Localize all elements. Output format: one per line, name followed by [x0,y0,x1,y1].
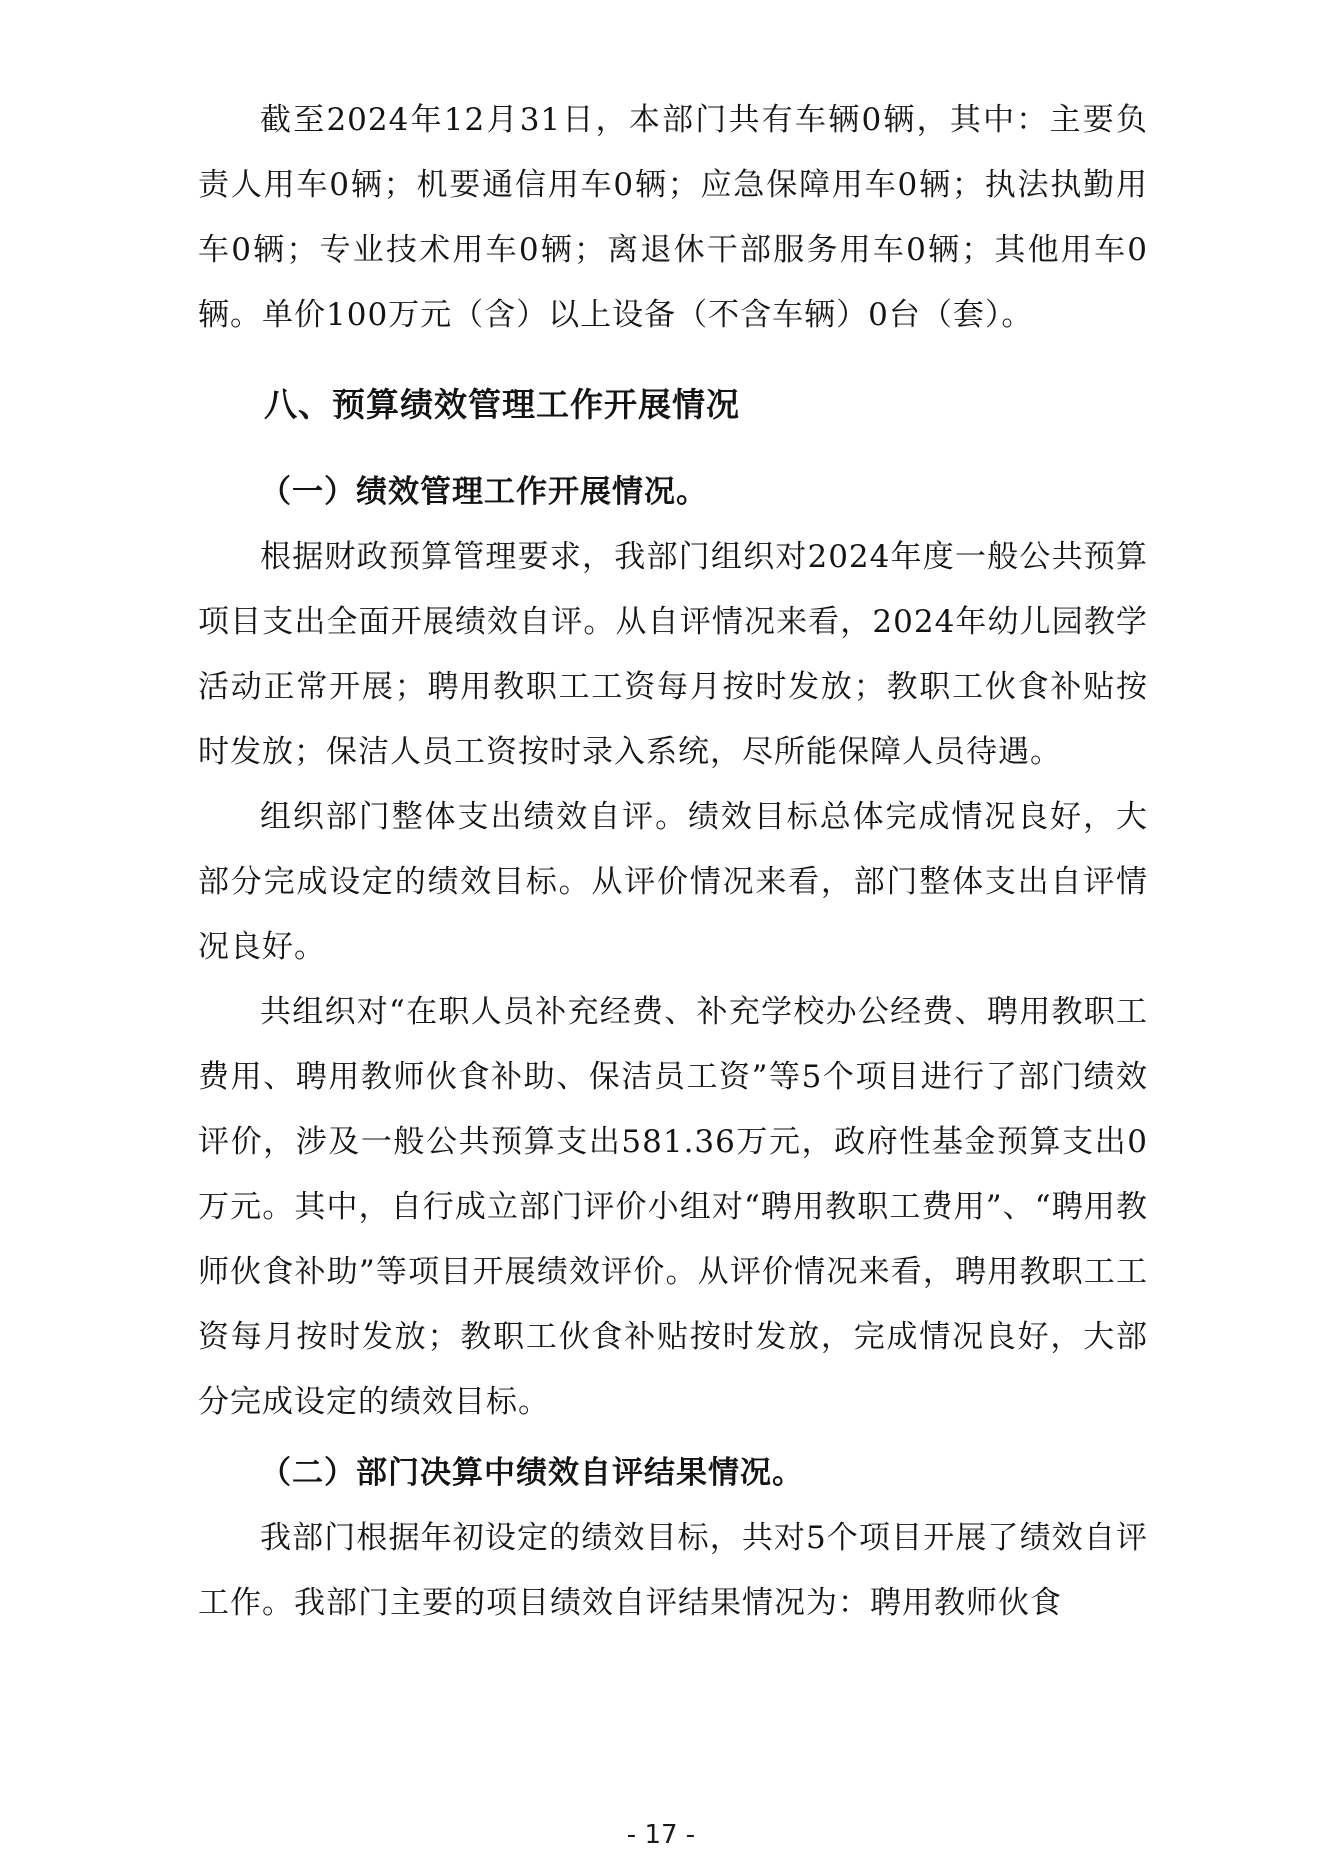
section-heading: 八、预算绩效管理工作开展情况 [264,385,740,424]
subsection-heading-2: （二）部门决算中绩效自评结果情况。 [260,1455,804,1491]
subsection-heading-1: （一）绩效管理工作开展情况。 [260,474,708,510]
paragraph-overall-evaluation: 组织部门整体支出绩效自评。绩效目标总体完成情况良好，大部分完成设定的绩效目标。从评价情况来看，部门整体支出自评情况良好。 [198,799,1148,965]
page-number: - 17 - [626,1820,696,1850]
paragraph-vehicles: 截至2024年12月31日，本部门共有车辆0辆，其中：主要负责人用车0辆；机要通信用车0辆；应急保障用车0辆；执法执勤用车0辆；专业技术用车0辆；离退休干部服务用车0辆；其他用车0辆。单价100万元（含）以上设备（不含车辆）0台（套）。 [198,102,1148,333]
paragraph-project-evaluation: 共组织对“在职人员补充经费、补充学校办公经费、聘用教职工费用、聘用教师伙食补助、保洁员工资”等5个项目进行了部门绩效评价，涉及一般公共预算支出581.36万元，政府性基金预算支出0万元。其中，自行成立部门评价小组对“聘用教职工费用”、“聘用教师伙食补助”等项目开展绩效评价。从评价情况来看，聘用教职工工资每月按时发放；教职工伙食补贴按时发放，完成情况良好，大部分完成设定的绩效目标。 [198,994,1148,1420]
paragraph-self-evaluation: 根据财政预算管理要求，我部门组织对2024年度一般公共预算项目支出全面开展绩效自评。从自评情况来看，2024年幼儿园教学活动正常开展；聘用教职工工资每月按时发放；教职工伙食补贴按时发放；保洁人员工资按时录入系统，尽所能保障人员待遇。 [198,539,1148,770]
paragraph-self-evaluation-results: 我部门根据年初设定的绩效目标，共对5个项目开展了绩效自评工作。我部门主要的项目绩效自评结果情况为：聘用教师伙食 [198,1520,1148,1621]
document-body [198,88,1148,1636]
